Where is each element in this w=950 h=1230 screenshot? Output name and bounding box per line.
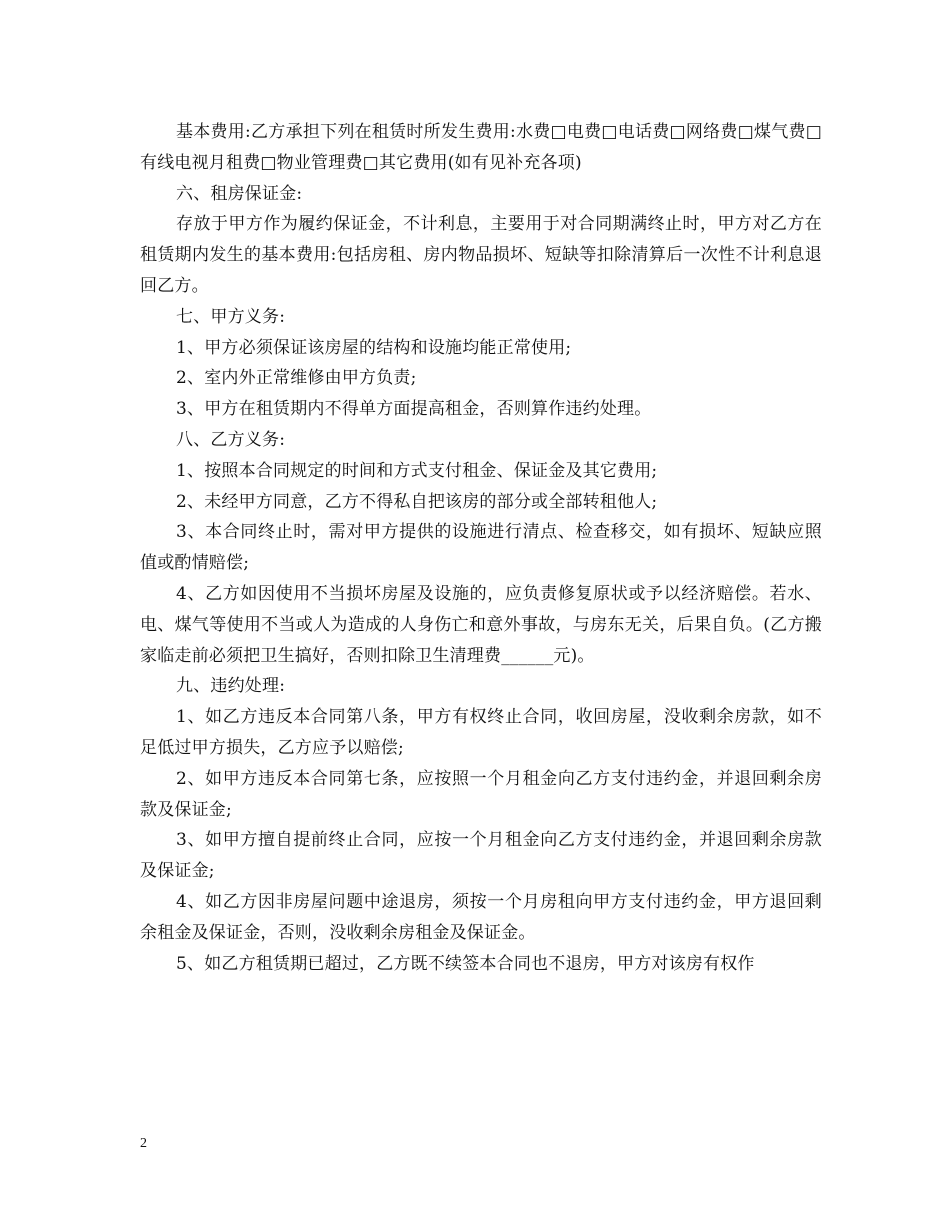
list-item: 3、如甲方擅自提前终止合同，应按一个月租金向乙方支付违约金，并退回剩余房款及保证金; xyxy=(140,830,822,882)
list-item: 5、如乙方租赁期已超过，乙方既不续签本合同也不退房，甲方对该房有权作 xyxy=(176,953,755,974)
list-item: 1、如乙方违反本合同第八条，甲方有权终止合同，收回房屋，没收剩余房款，如不足低过甲方损失，乙方应予以赔偿; xyxy=(140,707,822,758)
section-heading-landlord-duties: 七、甲方义务: xyxy=(176,306,286,327)
document-body xyxy=(140,117,822,979)
list-item: 3、甲方在租赁期内不得单方面提高租金，否则算作违约处理。 xyxy=(176,399,652,420)
paragraph-deposit: 存放于甲方作为履约保证金，不计利息，主要用于对合同期满终止时，甲方对乙方在租赁期内发生的基本费用:包括房租、房内物品损坏、短缺等扣除清算后一次性不计利息退回乙方。 xyxy=(140,214,822,296)
paragraph-basic-fees: 基本费用:乙方承担下列在租赁时所发生费用:水费□电费□电话费□网络费□煤气费□有线电视月租费□物业管理费□其它费用(如有见补充各项) xyxy=(140,122,822,173)
list-item: 1、按照本合同规定的时间和方式支付租金、保证金及其它费用; xyxy=(176,460,658,481)
list-item: 2、如甲方违反本合同第七条，应按照一个月租金向乙方支付违约金，并退回剩余房款及保证金; xyxy=(140,768,822,820)
list-item: 4、如乙方因非房屋问题中途退房，须按一个月房租向甲方支付违约金，甲方退回剩余租金及保证金，否则，没收剩余房租金及保证金。 xyxy=(140,891,822,943)
list-item: 4、乙方如因使用不当损坏房屋及设施的，应负责修复原状或予以经济赔偿。若水、电、煤气等使用不当或人为造成的人身伤亡和意外事故，与房东无关，后果自负。(乙方搬家临走前必须把卫生搞好，否则扣除卫生清理费______元)。 xyxy=(140,583,822,666)
list-item: 3、本合同终止时，需对甲方提供的设施进行清点、检查移交，如有损坏、短缺应照值或酌情赔偿; xyxy=(140,522,822,574)
list-item: 1、甲方必须保证该房屋的结构和设施均能正常使用; xyxy=(176,337,572,358)
page-number: 2 xyxy=(140,1136,147,1151)
section-heading-deposit: 六、租房保证金: xyxy=(176,183,303,204)
list-item: 2、室内外正常维修由甲方负责; xyxy=(176,368,417,389)
section-heading-tenant-duties: 八、乙方义务: xyxy=(176,429,286,450)
list-item: 2、未经甲方同意，乙方不得私自把该房的部分或全部转租他人; xyxy=(176,491,658,512)
section-heading-breach: 九、违约处理: xyxy=(176,676,286,697)
